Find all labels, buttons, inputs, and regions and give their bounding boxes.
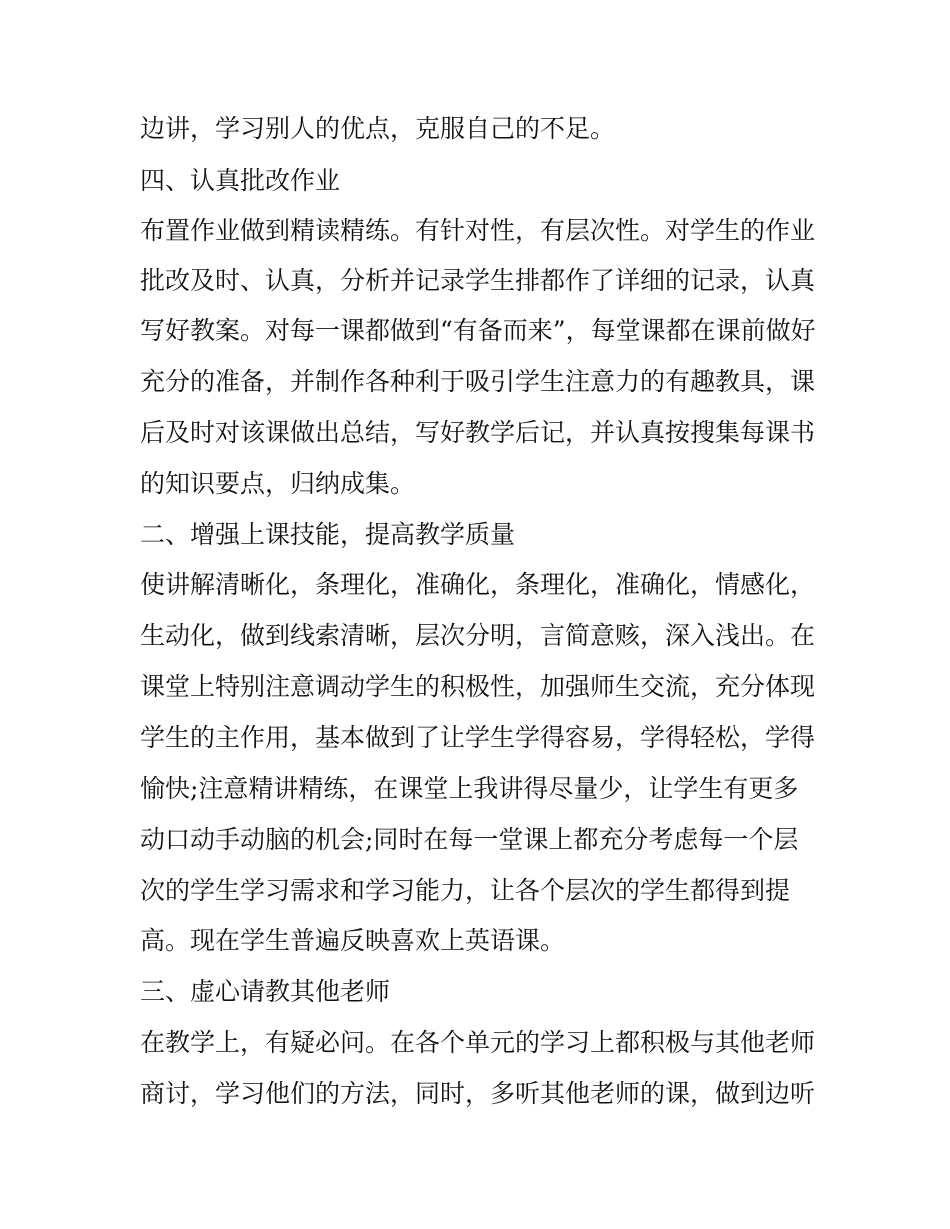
text-line: 写好教案。对每一课都做到“有备而来”，每堂课都在课前做好 [140,316,816,345]
text-line: 使讲解清晰化，条理化，准确化，条理化，准确化，情感化， [140,570,816,599]
text-line: 学生的主作用，基本做到了让学生学得容易，学得轻松，学得 [140,723,816,752]
text-line: 充分的准备，并制作各种利于吸引学生注意力的有趣教具，课 [140,367,816,396]
text-line: 商讨，学习他们的方法，同时，多听其他老师的课，做到边听 [140,1079,816,1108]
text-line: 动口动手动脑的机会;同时在每一堂课上都充分考虑每一个层 [140,825,799,854]
text-line: 布置作业做到精读精练。有针对性，有层次性。对学生的作业 [140,216,816,245]
text-line: 愉快;注意精讲精练，在课堂上我讲得尽量少，让学生有更多 [140,774,799,803]
section-heading: 三、虚心请教其他老师 [140,977,391,1006]
text-line: 生动化，做到线索清晰，层次分明，言简意赅，深入浅出。在 [140,621,816,650]
text-line: 次的学生学习需求和学习能力，让各个层次的学生都得到提 [140,876,791,905]
text-line: 的知识要点，归纳成集。 [140,469,416,498]
text-line: 后及时对该课做出总结，写好教学后记，并认真按搜集每课书 [140,418,816,447]
section-heading: 四、认真批改作业 [140,166,341,195]
section-heading: 二、增强上课技能，提高教学质量 [140,520,516,549]
text-line: 批改及时、认真，分析并记录学生排都作了详细的记录，认真 [140,266,816,295]
text-line: 在教学上，有疑必问。在各个单元的学习上都积极与其他老师 [140,1028,816,1057]
text-line: 课堂上特别注意调动学生的积极性，加强师生交流，充分体现 [140,672,816,701]
text-line: 边讲，学习别人的优点，克服自己的不足。 [140,114,616,143]
text-line: 高。现在学生普遍反映喜欢上英语课。 [140,926,566,955]
